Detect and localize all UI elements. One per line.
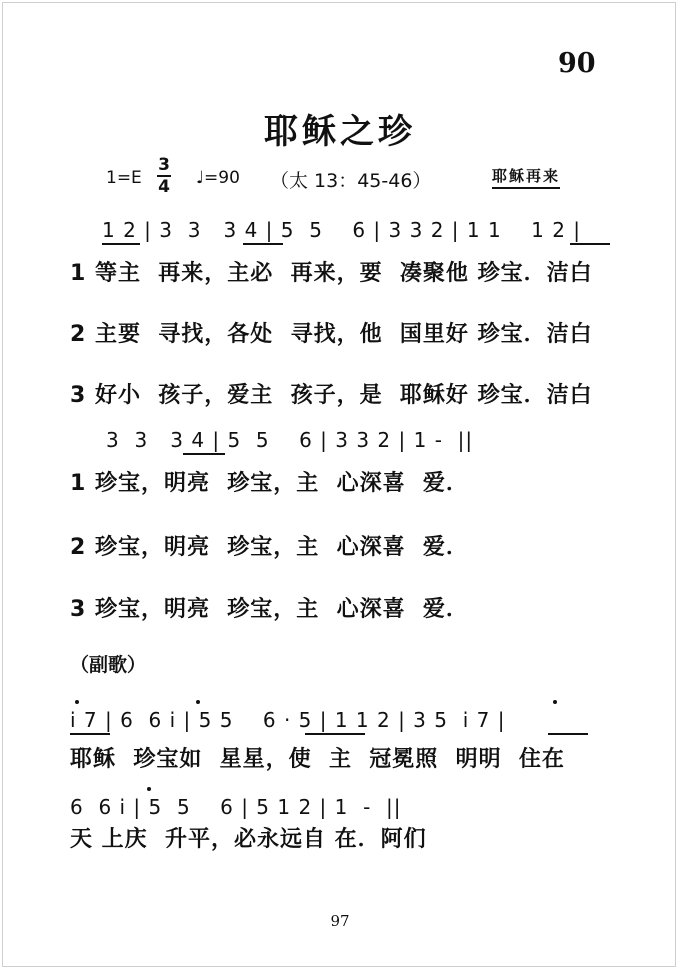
- time-signature: [157, 155, 171, 197]
- hymn-number: 90: [558, 48, 596, 79]
- tempo-marking: ♩=90: [196, 168, 240, 188]
- scripture-reference: （太 13：45-46）: [270, 170, 432, 192]
- verse-2-lyric-line-2: 2 珍宝，明亮 珍宝，主 心深喜 爱．: [70, 535, 469, 560]
- octave-dot: [147, 787, 151, 791]
- chorus-notation-line-1: i 7 | 6 6 i | 5 5 6 · 5 | 1 1 2 | 3 5 i 7 |: [70, 708, 506, 732]
- time-signature-numerator: 3: [158, 155, 170, 175]
- notation-underline: [243, 243, 283, 245]
- notation-underline: [548, 733, 588, 735]
- verse-notation-line-2: 3 3 3 4 | 5 5 6 | 3 3 2 | 1 - ||: [106, 428, 474, 452]
- time-signature-denominator: 4: [158, 177, 170, 197]
- chorus-lyric-line-1: 耶稣 珍宝如 星星，使 主 冠冕照 明明 住在: [70, 747, 565, 772]
- octave-dot: [553, 700, 557, 704]
- notation-underline: [570, 243, 610, 245]
- octave-dot: [75, 700, 79, 704]
- notation-underline: [102, 243, 140, 245]
- verse-notation-line-1: 1 2 | 3 3 3 4 | 5 5 6 | 3 3 2 | 1 1 1 2 |: [102, 218, 582, 242]
- octave-dot: [196, 700, 200, 704]
- notation-underline: [305, 733, 365, 735]
- verse-3-lyric-line-1: 3 好小 孩子，爱主 孩子，是 耶稣好 珍宝．洁白: [70, 383, 593, 408]
- notation-underline: [70, 733, 110, 735]
- chorus-label: （副歌）: [70, 654, 147, 676]
- chorus-notation-line-2: 6 6 i | 5 5 6 | 5 1 2 | 1 - ||: [70, 795, 402, 819]
- album-name: 耶稣再来: [492, 165, 560, 189]
- verse-3-lyric-line-2: 3 珍宝，明亮 珍宝，主 心深喜 爱．: [70, 597, 469, 622]
- verse-1-lyric-line-2: 1 珍宝，明亮 珍宝，主 心深喜 爱．: [70, 471, 469, 496]
- notation-underline: [183, 453, 225, 455]
- page-number: 97: [330, 912, 350, 930]
- verse-1-lyric-line-1: 1 等主 再来，主必 再来，要 凑聚他 珍宝．洁白: [70, 261, 593, 286]
- verse-2-lyric-line-1: 2 主要 寻找，各处 寻找，他 国里好 珍宝．洁白: [70, 322, 593, 347]
- hymn-title: 耶稣之珍: [264, 112, 416, 152]
- key-signature: 1=E: [106, 168, 142, 188]
- chorus-lyric-line-2: 天 上庆 升平，必永远自 在．阿们: [70, 827, 427, 852]
